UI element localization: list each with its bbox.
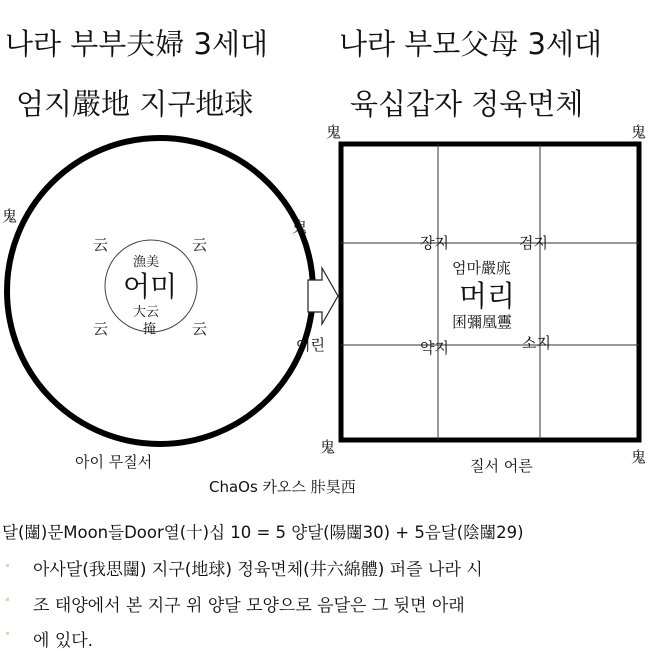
inner-center-text: 어미 [123, 270, 178, 303]
arrow-label: 어린 [296, 336, 325, 354]
body-line-2: 아사달(我思闥) 지구(地球) 정육면체(井六綿體) 퍼즐 나라 시 [33, 560, 483, 580]
cloud-bottom-right: 云 [192, 320, 208, 338]
center-main-text: 머리 [459, 279, 516, 313]
right-title-line2: 육십갑자 정육면체 [350, 87, 584, 121]
cell-bottom-left-label: 약지 [420, 339, 449, 357]
inner-under-text: 大云 [133, 305, 160, 320]
center-bottom-text: 囷彌凰靊 [452, 313, 513, 331]
cell-top-left-label: 장지 [420, 234, 449, 252]
cloud-bottom-left: 云 [93, 320, 109, 338]
square-caption: 질서 어른 [470, 457, 533, 475]
left-title-line2: 엄지嚴地 지구地球 [16, 87, 254, 121]
inner-top-text: 漁美 [133, 255, 160, 270]
body-line-1: 달(闥)문Moon들Door열(十)십 10 = 5 양달(陽闥30) + 5음달(陰闥29) [2, 523, 524, 542]
cell-bottom-right-label: 소지 [522, 334, 551, 352]
center-top-text: 엄마嚴庣 [452, 259, 511, 277]
margin-dot [6, 632, 9, 635]
square-ghost-bottom-right: 鬼 [631, 448, 647, 466]
cloud-top-right: 云 [192, 236, 208, 254]
square-ghost-top-left: 鬼 [326, 123, 342, 141]
circle-ghost-right: 鬼 [292, 218, 308, 236]
right-title-line1: 나라 부모父母 3세대 [339, 27, 602, 61]
cloud-top-left: 云 [93, 236, 109, 254]
body-line-4: 에 있다. [33, 631, 94, 651]
margin-dot [6, 564, 9, 567]
square-ghost-top-right: 鬼 [631, 123, 647, 141]
left-title-line1: 나라 부부夫婦 3세대 [5, 27, 268, 61]
margin-dot [6, 598, 9, 601]
circle-caption: 아이 무질서 [75, 453, 153, 471]
inner-bottom-text: 掩 [143, 322, 157, 337]
cell-top-right-label: 검지 [519, 234, 548, 252]
square-ghost-bottom-left: 鬼 [320, 438, 336, 456]
chaos-caption: ChaOs 카오스 胩昊西 [209, 478, 356, 496]
circle-ghost-left: 鬼 [2, 207, 18, 225]
body-line-3: 조 태양에서 본 지구 위 양달 모양으로 음달은 그 뒷면 아래 [33, 596, 465, 616]
